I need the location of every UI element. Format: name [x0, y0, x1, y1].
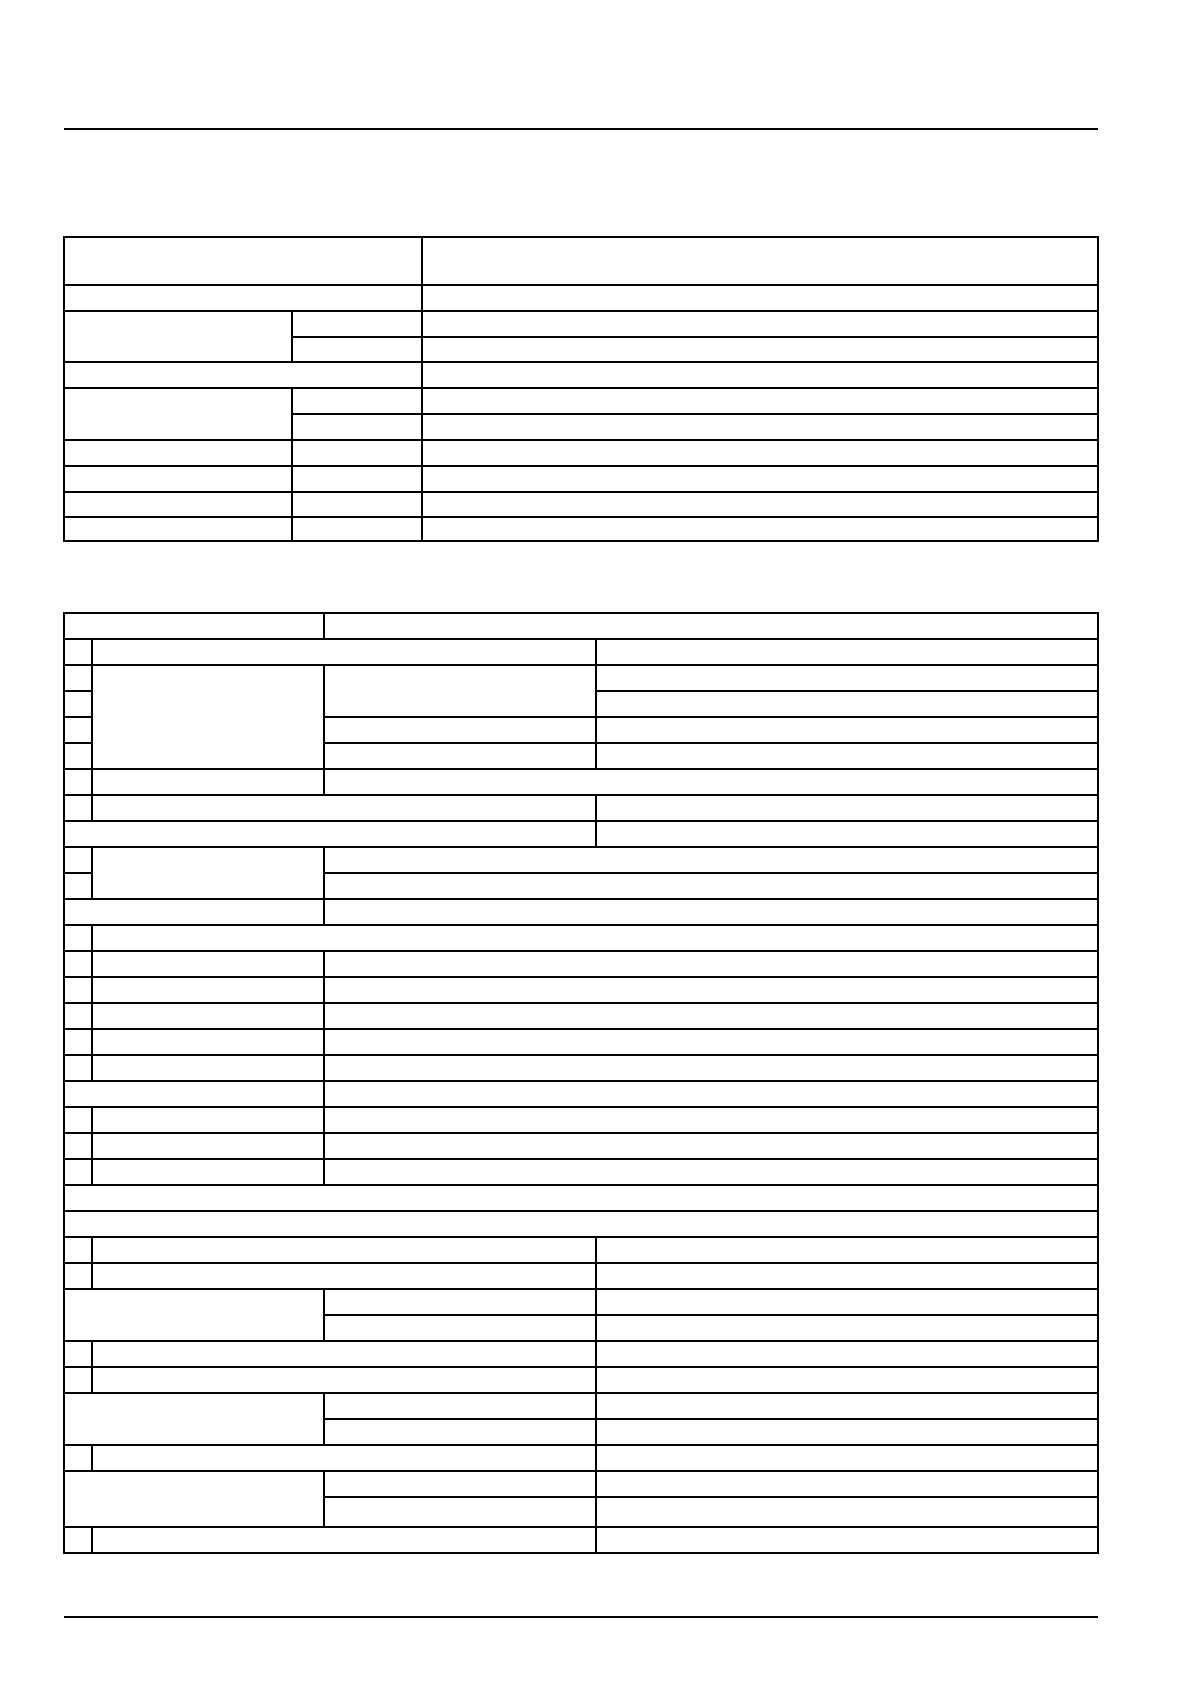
detail-form-table — [64, 613, 1098, 1553]
header-form-frame — [64, 237, 1098, 541]
header-form-table — [64, 237, 1098, 541]
detail-form-frame — [64, 613, 1098, 1553]
bottom-rule — [64, 1616, 1098, 1618]
